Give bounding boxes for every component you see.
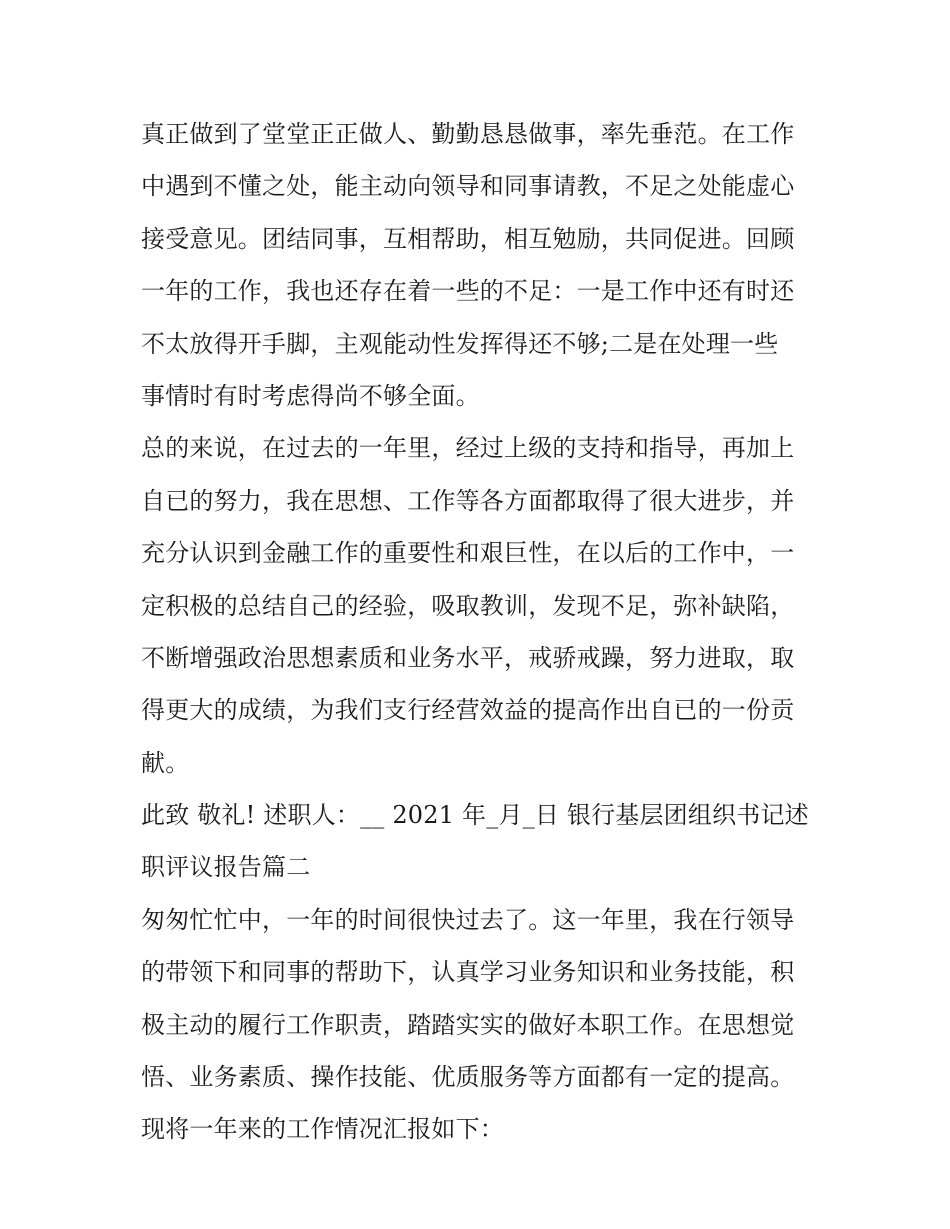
text-line: 中遇到不懂之处，能主动向领导和同事请教，不足之处能虚心 — [141, 172, 795, 201]
text-line: 接受意见。团结同事，互相帮助，相互勉励，共同促进。回顾 — [141, 224, 795, 253]
text-line: 得更大的成绩，为我们支行经营效益的提高作出自已的一份贡 — [141, 696, 795, 725]
text-line: 真正做到了堂堂正正做人、勤勤恳恳做事，率先垂范。在工作 — [141, 120, 795, 148]
text-line: 匆匆忙忙中，一年的时间很快过去了。这一年里，我在行领导 — [141, 905, 795, 934]
text-line: 定积极的总结自己的经验，吸取教训，发现不足，弥补缺陷， — [141, 591, 795, 620]
text-line: 一年的工作，我也还存在着一些的不足：一是工作中还有时还 — [141, 277, 795, 306]
document-body — [141, 108, 821, 1156]
text-line: 事情时有时考虑得尚不够全面。 — [141, 381, 480, 410]
text-line: 悟、业务素质、操作技能、优质服务等方面都有一定的提高。 — [141, 1063, 795, 1092]
text-line: 极主动的履行工作职责，踏踏实实的做好本职工作。在思想觉 — [141, 1010, 795, 1039]
text-line: 现将一年来的工作情况汇报如下： — [141, 1115, 504, 1144]
text-line: 总的来说，在过去的一年里，经过上级的支持和指导，再加上 — [141, 434, 795, 463]
text-line: 的带领下和同事的帮助下，认真学习业务知识和业务技能，积 — [141, 958, 795, 987]
text-line: 不断增强政治思想素质和业务水平，戒骄戒躁，努力进取，取 — [141, 643, 795, 672]
text-line: 充分认识到金融工作的重要性和艰巨性，在以后的工作中，一 — [141, 539, 795, 568]
text-line: 不太放得开手脚，主观能动性发挥得还不够;二是在处理一些 — [141, 329, 779, 358]
section-heading: 职评议报告篇二 — [141, 853, 311, 882]
closing-line: 此致 敬礼! 述职人：__ 2021 年_月_日 银行基层团组织书记述 — [141, 801, 809, 830]
text-line: 自已的努力，我在思想、工作等各方面都取得了很大进步，并 — [141, 486, 795, 515]
text-line: 献。 — [141, 748, 190, 777]
